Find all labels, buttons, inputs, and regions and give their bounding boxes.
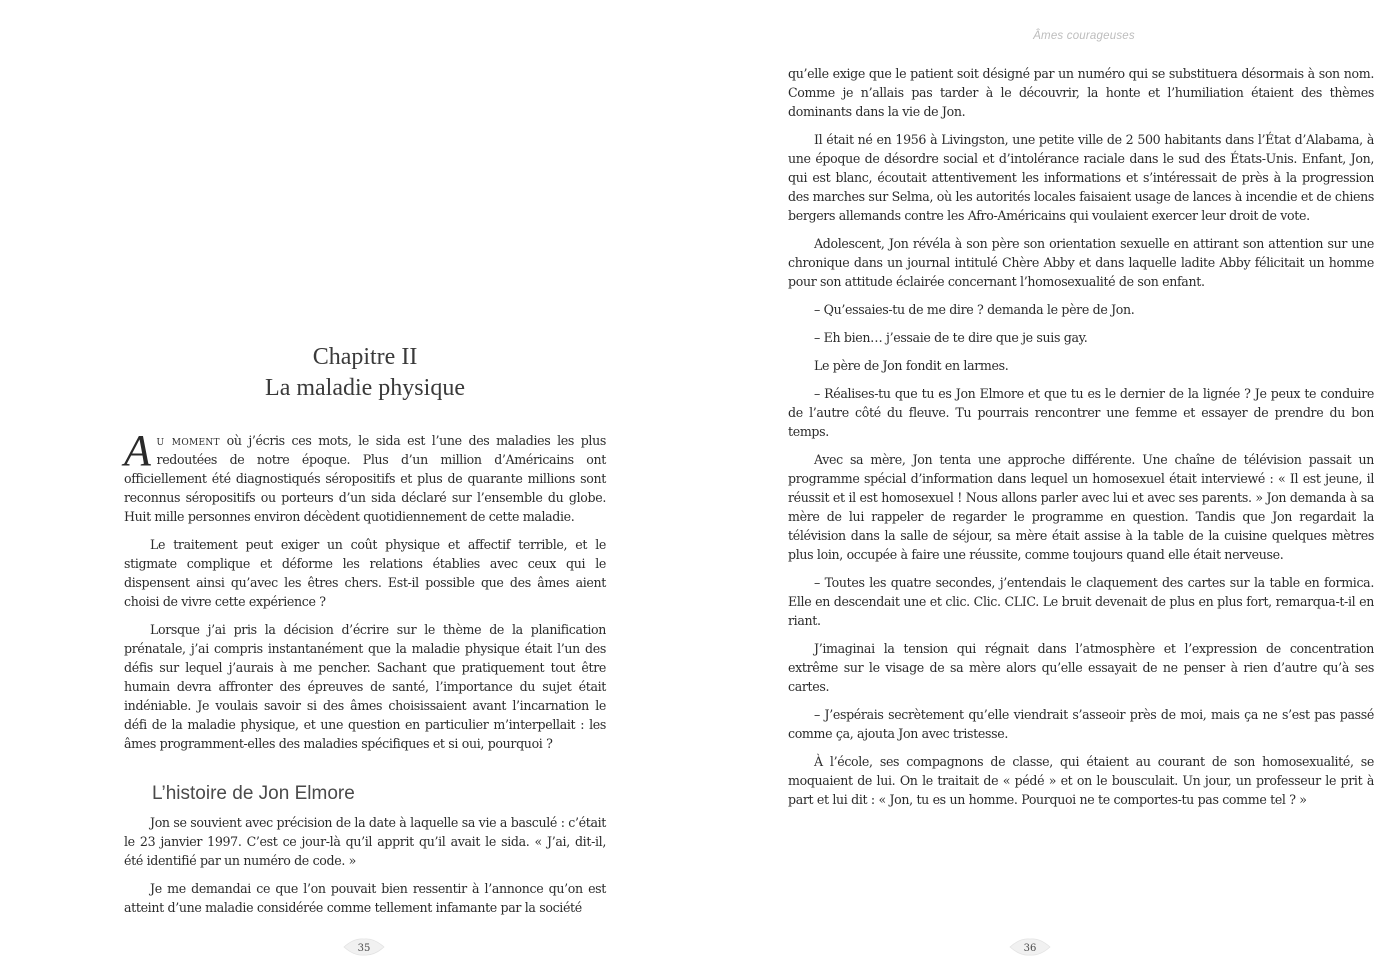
chapter-name: La maladie physique	[265, 375, 465, 401]
chapter-title	[124, 342, 606, 404]
small-caps-lead: u moment	[156, 433, 220, 448]
paragraph: – Toutes les quatre secondes, j’entendais le claquement des cartes sur la table en formica. Elle en descendait une et clic. Clic. CLIC. Le bruit devenait de plus en plus fort, remarqua-t-il en riant.	[788, 575, 1374, 628]
left-body-text-2	[124, 813, 606, 926]
paragraph: qu’elle exige que le patient soit désigné par un numéro qui se substituera désormais à son nom. Comme je n’allais pas tarder à le découvrir, la honte et l’humiliation étaient des thèmes dominants dans la vie de Jon.	[788, 66, 1374, 119]
paragraph: – Réalises-tu que tu es Jon Elmore et que tu es le dernier de la lignée ? Je peux te conduire de l’autre côté du fleuve. Tu pourrais rencontrer une femme et essayer de prendre du bon temps.	[788, 386, 1374, 439]
paragraph: Le père de Jon fondit en larmes.	[814, 358, 1009, 373]
paragraph: J’imaginai la tension qui régnait dans l’atmosphère et l’expression de concentration extrême sur le visage de sa mère alors qu’elle essayait de ne penser à rien d’autre qu’à ses cartes.	[788, 641, 1374, 694]
paragraph: Avec sa mère, Jon tenta une approche différente. Une chaîne de télévision passait un programme spécial d’information dans lequel un homosexuel était interviewé : « Il est jeune, il réussit et il est homosexuel ! Nous allons parler avec lui et avec ses parents. » Jon demanda à sa mère de lui rappeler de regarder le programme en question. Tandis que Jon regardait la télévision dans la salle de séjour, sa mère était assise à la table de la cuisine quelques mètres plus loin, occupée à faire une réussite, comme toujours quand elle était nerveuse.	[788, 452, 1374, 562]
running-head: Âmes courageuses	[1033, 30, 1135, 42]
drop-cap: A	[124, 426, 151, 475]
page-number	[342, 936, 386, 958]
paragraph: Jon se souvient avec précision de la date à laquelle sa vie a basculé : c’était le 23 janvier 1997. C’est ce jour-là qu’il apprit qu’il avait le sida. « J’ai, dit-il, été identifié par un numéro de code. »	[124, 815, 606, 868]
paragraph: Lorsque j’ai pris la décision d’écrire sur le thème de la planification prénatale, j’ai compris instantanément que la maladie physique était l’un des défis sur lequel j’aurais à me pencher. Sachant que pratiquement tout être humain devra affronter des épreuves de santé, l’importance du sujet était indéniable. Je voulais savoir si des âmes choisissaient avant l’incarnation le défi de la maladie physique, et une question en particulier m’interpellait : les âmes programment-elles des maladies spécifiques et si oui, pourquoi ?	[124, 622, 606, 751]
left-body-text	[124, 426, 606, 762]
paragraph: – Eh bien… j’essaie de te dire que je suis gay.	[814, 330, 1088, 345]
page-number	[1008, 936, 1052, 958]
page-number-text: 35	[357, 943, 371, 954]
paragraph: Il était né en 1956 à Livingston, une petite ville de 2 500 habitants dans l’État d’Alabama, à une époque de désordre social et d’intolérance raciale dans le sud des États-Unis. Enfant, Jon, qui est blanc, écoutait attentivement les informations et s’intéressait de près à la progression des marches sur Selma, où les autorités locales faisaient usage de lances à incendie et de chiens bergers allemands contre les Afro-Américains qui voulaient exercer leur droit de vote.	[788, 132, 1374, 223]
paragraph: Le traitement peut exiger un coût physique et affectif terrible, et le stigmate complique et déforme les relations établies avec ceux qui le dispensent ainsi qu’avec les êtres chers. Est-il possible que des âmes aient choisi de vivre cette expérience ?	[124, 537, 606, 609]
chapter-number: Chapitre II	[312, 344, 418, 370]
paragraph: – Qu’essaies-tu de me dire ? demanda le père de Jon.	[814, 302, 1135, 317]
paragraph	[124, 426, 606, 526]
paragraph: À l’école, ses compagnons de classe, qui étaient au courant de son homosexualité, se moquaient de lui. On le traitait de « pédé » et on le bousculait. Un jour, un professeur le prit à part et lui dit : « Jon, tu es un homme. Pourquoi ne te comportes-tu pas comme tel ? »	[788, 754, 1374, 807]
section-title: L’histoire de Jon Elmore	[152, 783, 355, 804]
page-number-text: 36	[1023, 943, 1037, 954]
right-page	[700, 0, 1400, 980]
paragraph: Adolescent, Jon révéla à son père son orientation sexuelle en attirant son attention sur une chronique dans un journal intitulé Chère Abby et dans laquelle ladite Abby félicitait un homme pour son attitude éclairée concernant l’homosexualité de son enfant.	[788, 236, 1374, 289]
paragraph: – J’espérais secrètement qu’elle viendrait s’asseoir près de moi, mais ça ne s’est pas passé comme ça, ajouta Jon avec tristesse.	[788, 707, 1374, 741]
paragraph: Je me demandai ce que l’on pouvait bien ressentir à l’annonce qu’on est atteint d’une maladie considérée comme tellement infamante par la société	[124, 881, 606, 915]
paragraph-text: où j’écris ces mots, le sida est l’une des maladies les plus redoutées de notre époque. Plus d’un million d’Américains ont officiellement été diagnostiqués séropositifs et plus de quarante millions sont reconnus séropositifs ou porteurs d’un sida déclaré sur l’ensemble du globe. Huit mille personnes environ décèdent quotidiennement de cette maladie.	[124, 433, 606, 524]
right-body-text	[788, 64, 1374, 818]
